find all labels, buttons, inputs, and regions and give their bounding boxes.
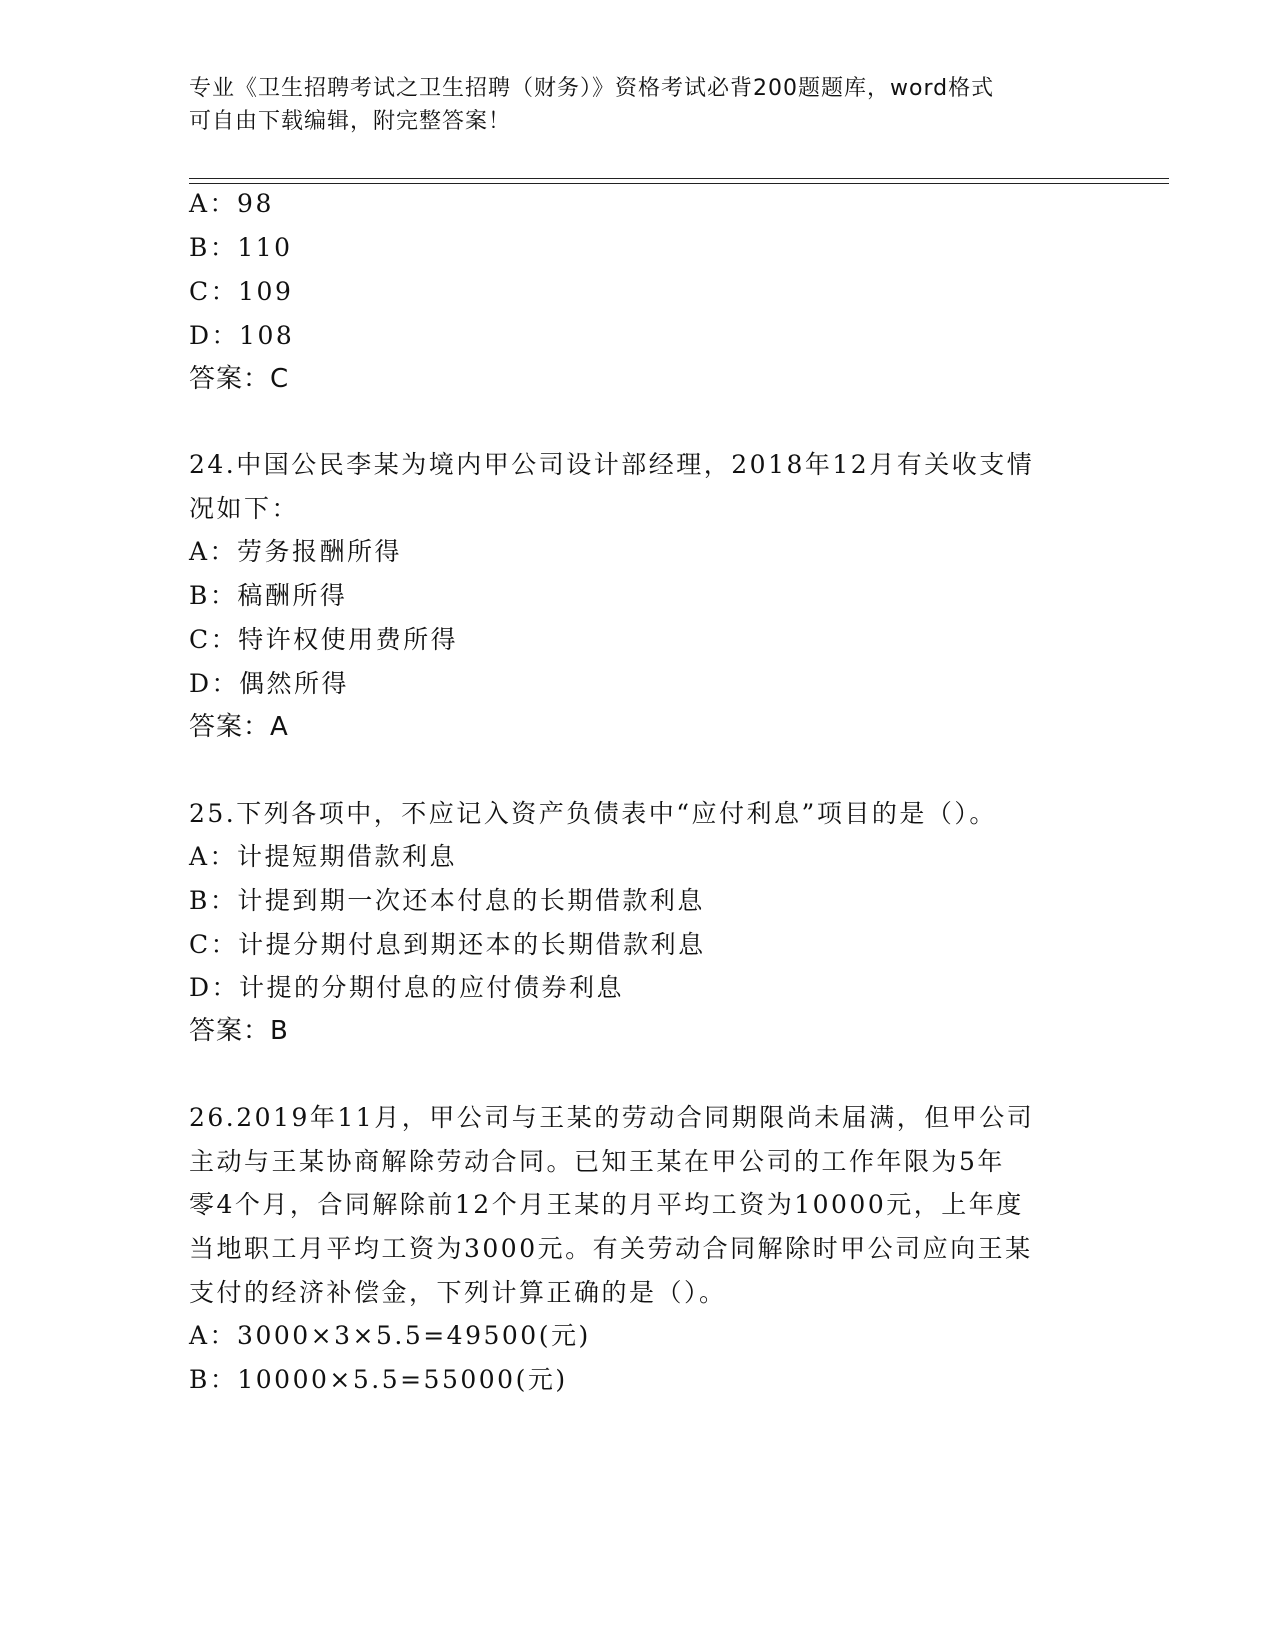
header-title-line-2: 可自由下载编辑，附完整答案！ — [189, 109, 512, 134]
q26-stem-line-3: 零4个月，合同解除前12个月王某的月平均工资为10000元，上年度 — [189, 1190, 1024, 1219]
q23-option-c: C：109 — [189, 277, 294, 306]
q24-option-a: A：劳务报酬所得 — [189, 537, 403, 566]
q23-answer: 答案：C — [189, 364, 290, 394]
header-title-line-1: 专业《卫生招聘考试之卫生招聘（财务）》资格考试必背200题题库，word格式 — [189, 76, 995, 101]
q25-option-c: C：计提分期付息到期还本的长期借款利息 — [189, 930, 706, 959]
q26-option-a: A：3000×3×5.5=49500(元) — [189, 1321, 591, 1350]
q24-answer: 答案：A — [189, 712, 289, 742]
q25-answer: 答案：B — [189, 1016, 289, 1046]
q25-option-d: D：计提的分期付息的应付债券利息 — [189, 973, 625, 1002]
q26-stem-line-4: 当地职工月平均工资为3000元。有关劳动合同解除时甲公司应向王某 — [189, 1234, 1033, 1263]
header-divider-top — [189, 178, 1169, 179]
q24-option-c: C：特许权使用费所得 — [189, 625, 459, 654]
q25-stem-line-1: 25.下列各项中，不应记入资产负债表中“应付利息”项目的是（）。 — [189, 799, 997, 828]
q23-option-a: A：98 — [189, 189, 274, 218]
q26-stem-line-1: 26.2019年11月，甲公司与王某的劳动合同期限尚未届满，但甲公司 — [189, 1103, 1035, 1132]
q25-option-b: B：计提到期一次还本付息的长期借款利息 — [189, 886, 705, 915]
q24-option-b: B：稿酬所得 — [189, 581, 348, 610]
header-divider-bottom — [189, 183, 1169, 184]
q24-stem-line-2: 况如下： — [189, 494, 300, 523]
q23-option-b: B：110 — [189, 233, 293, 262]
document-header — [189, 72, 1089, 138]
q26-option-b: B：10000×5.5=55000(元) — [189, 1365, 568, 1394]
q24-option-d: D：偶然所得 — [189, 669, 350, 698]
q23-option-d: D：108 — [189, 321, 295, 350]
q25-option-a: A：计提短期借款利息 — [189, 842, 458, 871]
q26-stem-line-2: 主动与王某协商解除劳动合同。已知王某在甲公司的工作年限为5年 — [189, 1147, 1005, 1176]
q26-stem-line-5: 支付的经济补偿金，下列计算正确的是（）。 — [189, 1278, 727, 1307]
q24-stem-line-1: 24.中国公民李某为境内甲公司设计部经理，2018年12月有关收支情 — [189, 450, 1035, 479]
